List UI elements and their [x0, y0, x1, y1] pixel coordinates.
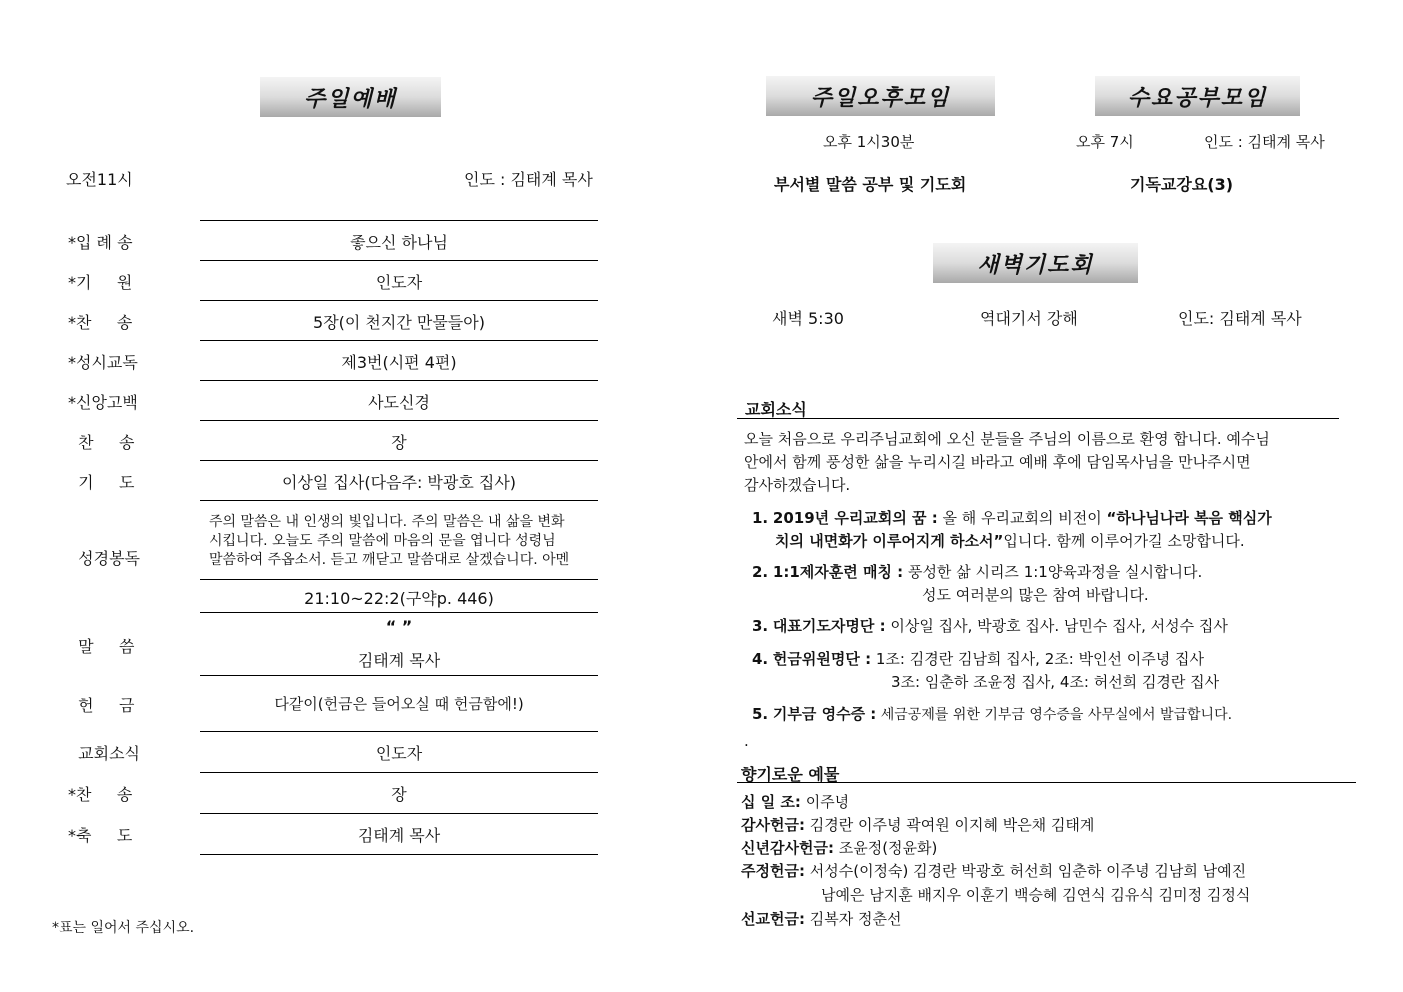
news-item [752, 703, 1232, 724]
order-divider [200, 731, 598, 732]
news-item-continued: 성도 여러분의 많은 참여 바랍니다. [922, 586, 1149, 604]
news-item-continued [775, 530, 1245, 551]
news-item-heading: 2019년 우리교회의 꿈 : [772, 509, 938, 527]
order-label: 성경봉독 [68, 549, 140, 568]
order-divider [200, 500, 598, 501]
order-value: 좋으신 하나님 [350, 233, 448, 252]
order-label: *입 례 송 [68, 233, 133, 252]
order-value: 사도신경 [368, 393, 430, 412]
offering-names: 조윤정(정윤화) [838, 839, 938, 857]
order-value: 김태계 목사 [357, 826, 441, 845]
order-value: 장 [391, 785, 407, 804]
scripture-prayer-line: 시킵니다. 오늘도 주의 말씀에 마음의 문을 엽니다 성령님 [209, 533, 556, 549]
order-value: 인도자 [375, 744, 423, 763]
order-label: 기 도 [68, 473, 135, 492]
order-value: 5장(이 천지간 만물들아) [313, 313, 485, 332]
news-item-text: 1조: 김경란 김남희 집사, 2조: 박인선 이주녕 집사 [871, 650, 1205, 668]
news-item [752, 507, 1272, 528]
news-item-number: 4. [752, 650, 769, 668]
news-item-text: 풍성한 삶 시리즈 1:1양육과정을 실시합니다. [903, 563, 1203, 581]
scripture-prayer-line: 말씀하여 주옵소서. 듣고 깨닫고 말씀대로 살겠습니다. 아멘 [209, 552, 570, 568]
afternoon-topic: 부서별 말씀 공부 및 기도회 [774, 175, 967, 194]
worship-leader: 인도 : 김태계 목사 [464, 170, 593, 189]
news-intro-line: 안에서 함께 풍성한 삶을 누리시길 바라고 예배 후에 담임목사님을 만나주시면 [744, 453, 1251, 471]
order-divider [200, 612, 598, 613]
order-value: 인도자 [375, 273, 423, 292]
news-item-quote: 치의 내면화가 이루어지게 하소서” [775, 532, 1004, 550]
news-intro-line: 감사하겠습니다. [744, 476, 851, 494]
footnote: *표는 일어서 주십시오. [52, 920, 195, 936]
order-divider [200, 579, 598, 580]
offering-title: 향기로운 예물 [741, 765, 840, 784]
order-label: 교회소식 [68, 744, 140, 763]
order-label: *찬 송 [68, 313, 133, 332]
order-divider [200, 260, 598, 261]
order-label: 헌 금 [68, 696, 135, 715]
news-item-text: 올 해 우리교회의 비전이 [937, 509, 1107, 527]
offering-label: 감사헌금: [741, 816, 805, 834]
sermon-preacher: 김태계 목사 [357, 651, 441, 670]
offering-divider [737, 782, 1356, 783]
news-item-text: 세금공제를 위한 기부금 영수증을 사무실에서 발급합니다. [876, 707, 1233, 723]
sermon-title: “ ” [385, 617, 413, 636]
order-divider [200, 675, 598, 676]
news-item [752, 648, 1204, 669]
news-item-heading: 헌금위원명단 : [772, 650, 872, 668]
news-divider [737, 418, 1339, 419]
order-divider [200, 380, 598, 381]
order-value: 장 [391, 433, 407, 452]
news-item-heading: 대표기도자명단 : [772, 617, 886, 635]
news-item-heading: 1:1제자훈련 매칭 : [772, 563, 904, 581]
scripture-prayer-line: 주의 말씀은 내 인생의 빛입니다. 주의 말씀은 내 삶을 변화 [209, 514, 565, 530]
news-item-number: 2. [752, 563, 769, 581]
offering-names: 김복자 정춘선 [809, 910, 902, 928]
news-item-number: 5. [752, 705, 769, 723]
order-label: *성시교독 [68, 353, 138, 372]
order-divider [200, 300, 598, 301]
news-item-heading: 기부금 영수증 : [772, 705, 877, 723]
offering-row [741, 837, 937, 860]
dawn-banner: 새벽기도회 [933, 243, 1138, 283]
stray-dot: . [744, 732, 749, 750]
offering-label: 주정헌금: [741, 862, 805, 880]
scripture-reference: 21:10~22:2(구약p. 446) [304, 589, 494, 608]
order-divider [200, 340, 598, 341]
worship-time: 오전11시 [66, 170, 133, 189]
offering-label: 선교헌금: [741, 910, 805, 928]
dawn-topic: 역대기서 강해 [980, 309, 1078, 328]
order-divider [200, 460, 598, 461]
afternoon-banner: 주일오후모임 [766, 76, 995, 116]
offering-names: 서성수(이정숙) 김경란 박광호 허선희 임춘하 이주녕 김남희 남예진 [809, 862, 1247, 880]
order-value: 다같이(헌금은 들어오실 때 헌금함에!) [274, 695, 524, 713]
news-item-quote: “하나님나라 복음 핵심가 [1106, 509, 1272, 527]
order-value: 이상일 집사(다음주: 박광호 집사) [281, 473, 517, 492]
order-label: *신앙고백 [68, 393, 138, 412]
offering-row [741, 791, 849, 814]
wednesday-leader: 인도 : 김태계 목사 [1204, 133, 1325, 151]
news-item-continued: 3조: 임춘하 조윤정 집사, 4조: 허선희 김경란 집사 [891, 673, 1220, 691]
dawn-leader: 인도: 김태계 목사 [1178, 309, 1302, 328]
news-intro-line: 오늘 처음으로 우리주님교회에 오신 분들을 주님의 이름으로 환영 합니다. 예수님 [744, 430, 1270, 448]
order-divider [200, 220, 598, 221]
news-item [752, 615, 1228, 636]
order-divider [200, 772, 598, 773]
dawn-time: 새벽 5:30 [772, 309, 844, 328]
offering-row [741, 814, 1094, 837]
offering-names: 김경란 이주녕 곽여원 이지혜 박은채 김태계 [809, 816, 1095, 834]
news-item-text: 이상일 집사, 박광호 집사. 남민수 집사, 서성수 집사 [885, 617, 1228, 635]
offering-names-continued: 남예은 남지훈 배지우 이훈기 백승혜 김연식 김유식 김미정 김정식 [821, 886, 1251, 904]
offering-row [741, 860, 1246, 883]
order-label: *축 도 [68, 826, 133, 845]
wednesday-topic: 기독교강요(3) [1130, 175, 1234, 194]
offering-label: 십 일 조: [741, 793, 801, 811]
order-label: *찬 송 [68, 785, 133, 804]
order-divider [200, 854, 598, 855]
order-value: 제3번(시편 4편) [341, 353, 457, 372]
order-label: *기 원 [68, 273, 133, 292]
order-divider [200, 420, 598, 421]
news-title: 교회소식 [745, 400, 807, 419]
news-item-number: 3. [752, 617, 769, 635]
offering-label: 신년감사헌금: [741, 839, 834, 857]
offering-names: 이주녕 [805, 793, 850, 811]
wednesday-time: 오후 7시 [1076, 133, 1134, 151]
order-label: 말 씀 [68, 637, 135, 656]
wednesday-banner: 수요공부모임 [1095, 76, 1300, 116]
news-item [752, 561, 1202, 582]
offering-row [741, 908, 901, 931]
news-item-number: 1. [752, 509, 769, 527]
order-label: 찬 송 [68, 433, 135, 452]
worship-banner: 주일예배 [260, 77, 441, 117]
afternoon-time: 오후 1시30분 [823, 133, 915, 151]
order-divider [200, 813, 598, 814]
news-item-text: 입니다. 함께 이루어가길 소망합니다. [1003, 532, 1245, 550]
